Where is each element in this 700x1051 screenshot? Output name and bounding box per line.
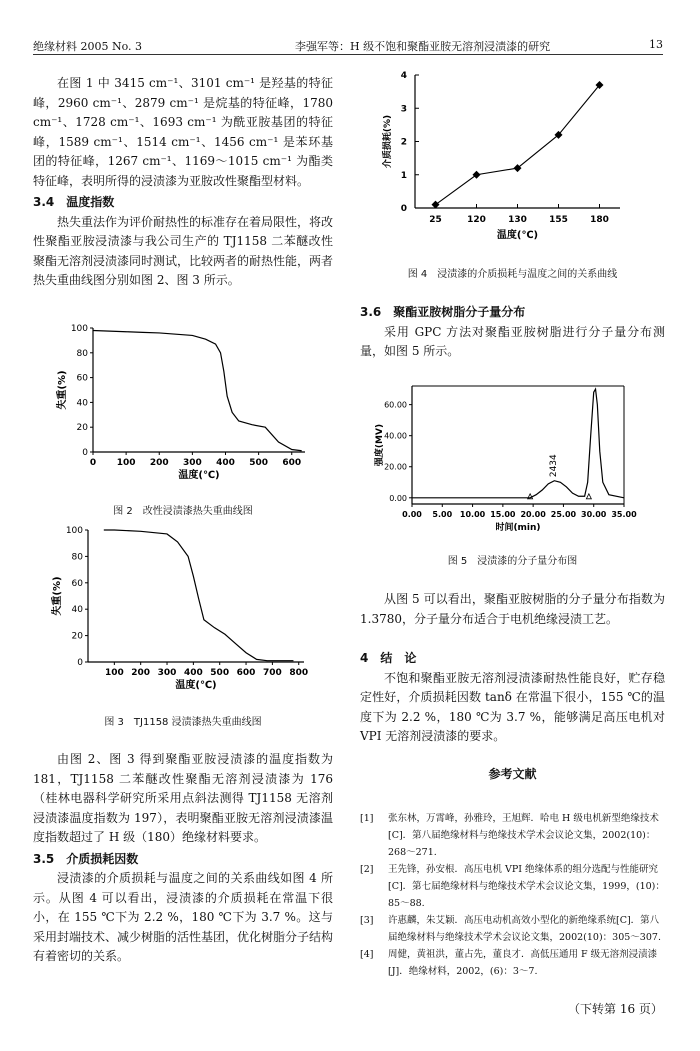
data-line (93, 330, 302, 450)
fig5-chart (372, 378, 642, 538)
x-tick-label: 400 (216, 458, 235, 468)
continued-note: （下转第 16 页） (568, 1002, 663, 1016)
x-tick-label: 35.00 (611, 510, 637, 519)
y-tick-label: 60 (76, 373, 88, 384)
data-line (412, 389, 624, 498)
y-tick-label: 40.00 (384, 431, 407, 441)
x-axis-label: 温度(℃) (496, 230, 539, 241)
y-tick-label: 100 (65, 526, 83, 536)
x-tick-label: 25 (429, 215, 442, 225)
page-number: 13 (649, 38, 663, 51)
y-tick-label: 80 (76, 348, 88, 359)
reference-item: [2] 王先锋，孙安根．高压电机 VPI 绝缘体系的组分选配与性能研究[C]．第七届绝缘材料与绝缘技术学术会议论文集，1999，(10)：85～88. (360, 864, 665, 909)
running-header (33, 38, 663, 55)
left-column-top (33, 74, 333, 291)
y-tick-label: 20 (71, 631, 83, 642)
figure-2-caption: 图 2 改性浸渍漆热失重曲线图 (113, 506, 253, 517)
references-title: 参考文献 (488, 766, 537, 781)
paragraph-gpc-result: 从图 5 可以看出，聚酯亚胺树脂的分子量分布指数为 1.3780，分子量分布适合于电机绝缘浸渍工艺。 (360, 592, 665, 626)
fig2-chart (55, 318, 315, 493)
x-tick-label: 0.00 (402, 510, 422, 519)
y-tick-label: 1 (400, 170, 407, 181)
journal-issue: 绝缘材料 2005 No. 3 (33, 40, 143, 53)
x-tick-label: 600 (282, 458, 302, 468)
integration-marker (586, 494, 591, 499)
article-title: 李强军等：H 级不饱和聚酯亚胺无溶剂浸渍漆的研究 (295, 40, 551, 53)
figure-5 (372, 378, 642, 538)
data-line (104, 530, 294, 661)
paragraph-gpc-method: 采用 GPC 方法对聚酯亚胺树脂进行分子量分布测量，如图 5 所示。 (360, 324, 665, 358)
x-tick-label: 180 (590, 215, 609, 225)
paragraph-temperature-result: 由图 2、图 3 得到聚酯亚胺浸渍漆的温度指数为 181，TJ1158 二苯醚改性聚酯无溶剂浸渍漆为 176（桂林电器科学研究所采用点斜法测得 TJ1158 无溶剂浸渍漆温度指数为 197），表明聚酯亚胺无溶剂浸渍漆温度指数超过了 H 级（180）绝缘材料要求。 (33, 752, 333, 844)
section-4-heading: 4 结 论 (360, 651, 417, 665)
figure-4 (375, 65, 635, 250)
y-tick-label: 4 (400, 71, 407, 81)
y-tick-label: 60 (71, 578, 83, 589)
x-tick-label: 400 (183, 668, 203, 678)
x-tick-label: 800 (289, 668, 309, 678)
references-list (360, 810, 665, 980)
x-tick-label: 10.00 (459, 510, 486, 519)
y-tick-label: 3 (400, 104, 407, 115)
x-tick-label: 120 (467, 215, 486, 225)
x-tick-label: 300 (157, 668, 177, 678)
y-tick-label: 0 (400, 204, 407, 214)
paragraph-dielectric-loss: 浸渍漆的介质损耗与温度之间的关系曲线如图 4 所示。从图 4 可以看出，浸渍漆的介质损耗在常温下很小，在 155 ℃下为 2.2 %，180 ℃下为 3.7 %。这与采用封端技术、减少树脂的活性基团，优化树脂分子结构有着密切的关系。 (33, 871, 334, 963)
y-tick-label: 0 (82, 448, 88, 458)
right-column-bottom (360, 590, 665, 784)
fig3-chart (50, 522, 315, 702)
y-tick-label: 40 (76, 398, 88, 409)
x-tick-label: 20.00 (520, 510, 546, 519)
x-tick-label: 100 (116, 458, 136, 468)
x-tick-label: 25.00 (550, 510, 577, 519)
x-tick-label: 155 (549, 215, 568, 225)
y-tick-label: 20.00 (384, 462, 407, 472)
right-column-gpc (360, 303, 665, 362)
figure-3 (50, 522, 315, 702)
y-tick-label: 20 (76, 423, 88, 434)
y-tick-label: 40 (71, 605, 83, 616)
figure-3-caption: 图 3 TJ1158 浸渍漆热失重曲线图 (104, 717, 262, 728)
y-tick-label: 0.00 (389, 493, 407, 503)
y-tick-label: 60.00 (384, 400, 407, 410)
x-tick-label: 700 (262, 668, 282, 678)
x-tick-label: 500 (210, 668, 230, 678)
x-tick-label: 30.00 (581, 510, 607, 519)
x-tick-label: 15.00 (490, 510, 516, 519)
paragraph-ir-peaks: 在图 1 中 3415 cm⁻¹、3101 cm⁻¹ 是羟基的特征峰，2960 cm⁻¹、2879 cm⁻¹ 是烷基的特征峰，1780 cm⁻¹、1728 cm⁻¹、1693 cm⁻¹ 为酰亚胺基团的特征峰，1589 cm⁻¹、1514 cm⁻¹、1456 cm⁻¹ 是苯环基团的特征峰，1267 cm⁻¹、1169～1015 cm⁻¹ 为酯类特征峰，表明所得的浸渍漆为亚胺改性聚酯型材料。 (33, 76, 333, 188)
section-3-5-heading: 3.5 介质损耗因数 (33, 851, 139, 866)
left-column-bottom (33, 750, 333, 967)
x-tick-label: 0 (89, 458, 97, 468)
figure-4-caption: 图 4 浸渍漆的介质损耗与温度之间的关系曲线 (407, 269, 618, 280)
data-point (473, 171, 481, 179)
reference-item: [1] 张东林，万霄峰，孙雅玲，王旭辉．哈电 H 级电机新型绝缘技术[C]．第八届绝缘材料与绝缘技术学术会议论文集，2002(10)：268～271. (360, 813, 659, 858)
y-tick-label: 80 (71, 552, 83, 563)
peak-annotation: 2434 (549, 454, 560, 478)
reference-item: [4] 周健，黄祖洪，董占先，董良才．高低压通用 F 级无溶剂浸渍漆[J]．绝缘材料，2002，(6)：3～7. (360, 949, 658, 977)
x-tick-label: 5.00 (432, 510, 453, 519)
reference-item: [3] 许惠麟，朱艾颖．高压电动机高效小型化的新绝缘系统[C]．第八届绝缘材料与绝缘技术学术会议论文集，2002(10)：305～307. (360, 915, 661, 943)
x-tick-label: 600 (236, 668, 256, 678)
paragraph-conclusion: 不饱和聚酯亚胺无溶剂浸渍漆耐热性能良好，贮存稳定性好，介质损耗因数 tanδ 在常温下很小，155 ℃的温度下为 2.2 %，180 ℃为 3.7 %，能够满足高压电机对 VPI 无溶剂浸渍漆的要求。 (360, 670, 665, 743)
x-axis-label: 温度(℃) (178, 470, 220, 481)
fig4-chart (375, 65, 635, 250)
y-axis-label: 强度(MV) (375, 423, 385, 467)
x-tick-label: 200 (149, 458, 169, 468)
x-tick-label: 130 (508, 215, 527, 225)
figure-5-caption: 图 5 浸渍漆的分子量分布图 (447, 556, 578, 567)
section-3-6-heading: 3.6 聚酯亚胺树脂分子量分布 (360, 305, 526, 319)
x-tick-label: 300 (182, 458, 202, 468)
y-axis-label: 失重(%) (52, 576, 63, 616)
data-line (436, 85, 600, 205)
y-axis-label: 失重(%) (57, 370, 68, 410)
figure-2 (55, 318, 315, 493)
y-tick-label: 0 (77, 658, 83, 668)
x-axis-label: 温度(℃) (175, 680, 217, 691)
x-tick-label: 200 (131, 668, 151, 678)
paragraph-temperature-index: 热失重法作为评价耐热性的标准存在着局限性，将改性聚酯亚胺浸渍漆与我公司生产的 TJ1158 二苯醚改性聚酯无溶剂浸渍漆同时测试，比较两者的耐热性能，两者热失重曲线图分别如图 2、图 3 所示。 (33, 214, 334, 287)
y-tick-label: 2 (400, 137, 407, 148)
section-3-4-heading: 3.4 温度指数 (33, 195, 115, 209)
x-tick-label: 500 (249, 458, 269, 468)
y-axis-label: 介质损耗(%) (383, 114, 393, 169)
y-tick-label: 100 (70, 324, 88, 334)
x-axis-label: 时间(min) (495, 523, 541, 533)
x-tick-label: 100 (104, 668, 124, 678)
